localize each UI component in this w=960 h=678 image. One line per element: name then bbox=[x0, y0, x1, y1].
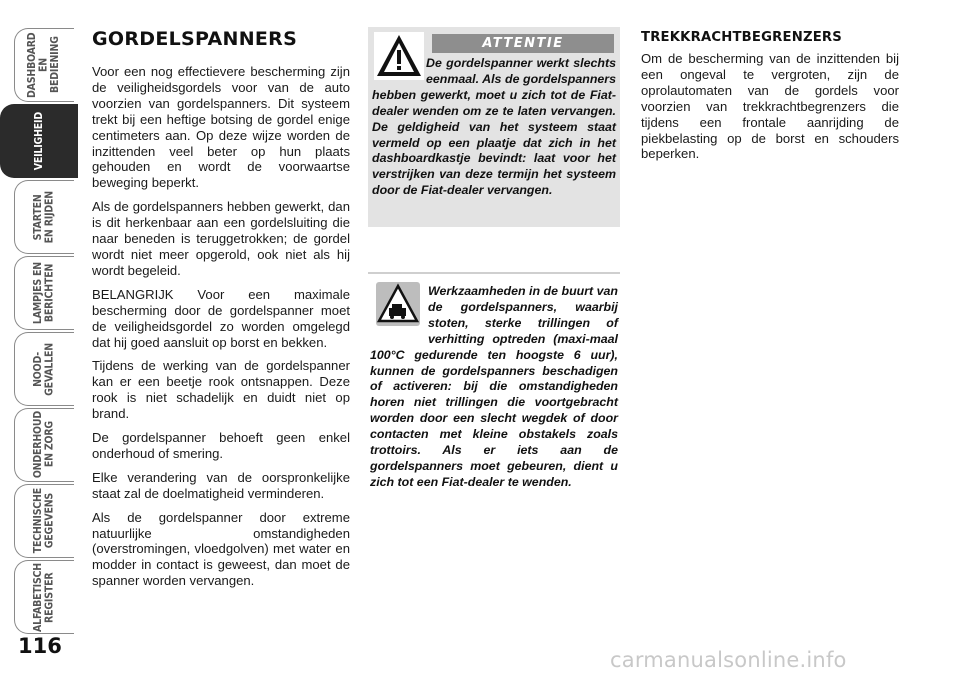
tab-dashboard-en-bediening[interactable] bbox=[14, 28, 74, 102]
tab-label: DASHBOARD EN BEDIENING bbox=[26, 32, 62, 98]
tab-label: ALFABETISCH REGISTER bbox=[32, 562, 56, 632]
tab-label: VEILIGHEID bbox=[32, 111, 45, 171]
section-title: TREKKRACHTBEGRENZERS bbox=[641, 30, 842, 45]
tab-label: ONDERHOUD EN ZORG bbox=[32, 411, 56, 479]
tab-label: STARTEN EN RIJDEN bbox=[32, 190, 56, 244]
attention-text: De gordelspanner werkt slechts eenmaal. Als de gordelspanners hebben gewerkt, moet u zich tot de Fiat-dealer wenden om ze te laten vervangen. De geldigheid van het systeem staat vermeld op een plaatje dat zich in het dashboardkastje bevindt: laat voor het verstrijken van deze termijn het systeem door de Fiat-dealer vervangen. bbox=[372, 56, 616, 198]
attention-header: ATTENTIE bbox=[432, 34, 614, 53]
paragraph: Voor een nog effectievere bescherming zijn de veiligheidsgordels voor van de auto voorzien van gordelspanners. Dit systeem trekt bij een heftige botsing de gordel enige centimeters aan. Op deze wijze worden de inzittenden veel beter op hun plaats gehouden en wordt de voorwaartse beweging beperkt. bbox=[92, 64, 350, 191]
chapter-tabs bbox=[0, 0, 78, 640]
tab-onderhoud-en-zorg[interactable] bbox=[14, 408, 74, 482]
tab-veiligheid[interactable] bbox=[0, 104, 78, 178]
paragraph: Als de gordelspanners hebben gewerkt, dan is dit herkenbaar aan een gordelsluiting die naar beneden is teruggetrokken; de gordel wordt niet meer opgerold, ook niet als hij wordt begeleid. bbox=[92, 199, 350, 278]
watermark: carmanualsonline.info bbox=[610, 648, 847, 672]
paragraph: Als de gordelspanner door extreme natuurlijke omstandigheden (overstromingen, vloedgolven) met water en modder in contact is geweest, dan moet de spanner worden vervangen. bbox=[92, 509, 350, 589]
tab-noodgevallen[interactable] bbox=[14, 332, 74, 406]
tab-technische-gegevens[interactable] bbox=[14, 484, 74, 558]
tab-label: TECHNISCHE GEGEVENS bbox=[32, 488, 56, 554]
caution-text: Werkzaamheden in de buurt van de gordelspanners, waarbij stoten, sterke trillingen of verhitting optreden (maxi-maal 100°C gedurende ten hoogste 6 uur), kunnen de gordelspanners beschadigen of activeren: bij die omstandigheden horen niet trillingen die voortgebracht worden door een slecht wegdek of door contacten met kleine obstakels zoals trottoirs. Als er iets aan de gordelspanners moet gebeuren, dient u zich tot een Fiat-dealer te wenden. bbox=[370, 284, 618, 489]
paragraph: BELANGRIJK Voor een maximale bescherming door de gordelspanner moet de veiligheidsgordel zo worden omgelegd dat hij goed aansluit op borst en bekken. bbox=[92, 286, 350, 350]
paragraph: Om de bescherming van de inzittenden bij een ongeval te vergroten, zijn de oprolautomaten van de gordels voor voorzien van trekkrachtbegrenzers die tijdens een frontale aanrijding de piekbelasting op de borst en schouders beperken. bbox=[641, 51, 899, 162]
attention-box bbox=[368, 27, 620, 227]
tab-label: NOOD- GEVALLEN bbox=[32, 342, 56, 396]
divider bbox=[368, 272, 620, 274]
tab-alfabetisch-register[interactable] bbox=[14, 560, 74, 634]
paragraph: De gordelspanner behoeft geen enkel onderhoud of smering. bbox=[92, 430, 350, 461]
paragraph: Tijdens de werking van de gordelspanner kan er een beetje rook ontsnappen. Deze rook is niet schadelijk en duidt niet op brand. bbox=[92, 358, 350, 422]
page-number: 116 bbox=[18, 634, 62, 658]
tab-lampjes-en-berichten[interactable] bbox=[14, 256, 74, 330]
side-column bbox=[641, 30, 899, 170]
main-column bbox=[92, 28, 350, 597]
page-title: GORDELSPANNERS bbox=[92, 28, 298, 50]
paragraph: Elke verandering van de oorspronkelijke staat zal de doelmatigheid verminderen. bbox=[92, 469, 350, 501]
tab-label: LAMPJES EN BERICHTEN bbox=[32, 261, 56, 325]
tab-starten-en-rijden[interactable] bbox=[14, 180, 74, 254]
